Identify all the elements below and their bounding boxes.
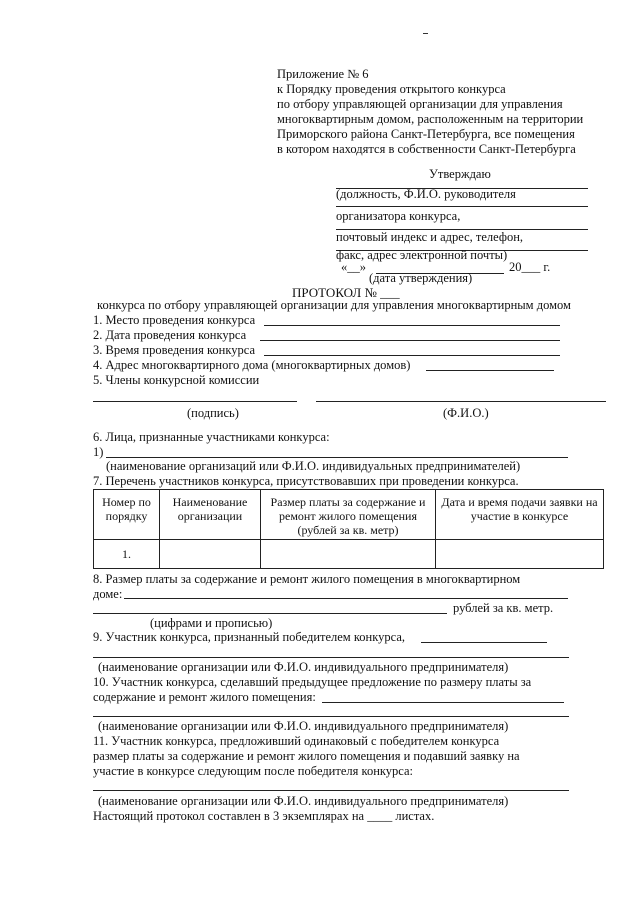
equal-line-2: размер платы за содержание и ремонт жилого помещения и подавший заявку на — [93, 749, 520, 763]
approval-date-quotes: «__» — [341, 260, 366, 274]
fio-caption: (Ф.И.О.) — [443, 406, 489, 420]
protocol-title: ПРОТОКОЛ № ___ — [292, 285, 400, 300]
item-admitted: 6. Лица, признанные участниками конкурса: — [93, 430, 330, 444]
item-date: 2. Дата проведения конкурса — [93, 328, 247, 342]
header-application-date: Дата и время подачи заявки на участие в конкурсе — [436, 490, 604, 540]
appendix-line-3: по отбору управляющей организации для управления — [277, 97, 563, 111]
date-fill-line — [260, 340, 560, 341]
appendix-line-2: к Порядку проведения открытого конкурса — [277, 82, 506, 96]
appendix-line-6: в котором находятся в собственности Санкт-Петербурга — [277, 142, 576, 156]
admitted-caption: (наименование организаций или Ф.И.О. индивидуальных предпринимателей) — [106, 459, 521, 473]
item-present: 7. Перечень участников конкурса, присутствовавших при проведении конкурса. — [93, 474, 519, 488]
cell-application-date — [436, 540, 604, 569]
header-fee: Размер платы за содержание и ремонт жилого помещения (рублей за кв. метр) — [261, 490, 436, 540]
item-time: 3. Время проведения конкурса — [93, 343, 256, 357]
header-number: Номер по порядку — [94, 490, 160, 540]
fee-fill-line-1 — [124, 598, 568, 599]
approval-title: Утверждаю — [429, 167, 491, 181]
signature-line — [93, 401, 297, 402]
previous-caption: (наименование организации или Ф.И.О. индивидуального предпринимателя) — [98, 719, 509, 733]
address-fill-line — [426, 370, 554, 371]
item-place: 1. Место проведения конкурса — [93, 313, 256, 327]
fee-fill-line-2 — [93, 613, 447, 614]
winner-caption: (наименование организации или Ф.И.О. индивидуального предпринимателя) — [98, 660, 509, 674]
time-fill-line — [264, 355, 560, 356]
cell-number: 1. — [94, 540, 160, 569]
winner-fill-line-1 — [421, 642, 547, 643]
approval-line-2: организатора конкурса, — [336, 209, 461, 223]
appendix-line-4: многоквартирным домом, расположенным на территории — [277, 112, 584, 126]
previous-fill-line-2 — [93, 716, 569, 717]
approval-date-caption: (дата утверждения) — [369, 271, 473, 285]
fio-line — [316, 401, 606, 402]
signature-caption: (подпись) — [187, 406, 239, 420]
fee-line-1: 8. Размер платы за содержание и ремонт жилого помещения в многоквартирном — [93, 572, 521, 586]
winner-fill-line-2 — [93, 657, 569, 658]
previous-line-1: 10. Участник конкурса, сделавший предыдущее предложение по размеру платы за — [93, 675, 532, 689]
participants-table — [93, 489, 604, 569]
previous-line-2: содержание и ремонт жилого помещения: — [93, 690, 316, 704]
cell-organization — [160, 540, 261, 569]
equal-fill-line — [93, 790, 569, 791]
item-address: 4. Адрес многоквартирного дома (многоквартирных домов) — [93, 358, 411, 372]
table-row — [94, 540, 604, 569]
approval-line-4: факс, адрес электронной почты) — [336, 248, 508, 262]
fee-unit: рублей за кв. метр. — [453, 601, 554, 615]
approval-year: 20___ г. — [509, 260, 551, 274]
appendix-line-1: Приложение № 6 — [277, 67, 369, 81]
previous-fill-line-1 — [322, 702, 564, 703]
approval-line-3: почтовый индекс и адрес, телефон, — [336, 230, 524, 244]
equal-line-3: участие в конкурсе следующим после победителя конкурса: — [93, 764, 413, 778]
cell-fee — [261, 540, 436, 569]
admitted-first-number: 1) — [93, 445, 104, 459]
footer-text: Настоящий протокол составлен в 3 экземплярах на ____ листах. — [93, 809, 435, 823]
place-fill-line — [264, 325, 560, 326]
scan-mark — [423, 33, 428, 34]
table-header-row — [94, 490, 604, 540]
appendix-line-5: Приморского района Санкт-Петербурга, все помещения — [277, 127, 575, 141]
protocol-subtitle: конкурса по отбору управляющей организации для управления многоквартирным домом — [97, 298, 571, 312]
equal-line-1: 11. Участник конкурса, предложивший одинаковый с победителем конкурса — [93, 734, 500, 748]
admitted-fill-line — [106, 457, 568, 458]
fee-line-2: доме: — [93, 587, 123, 601]
winner-label: 9. Участник конкурса, признанный победителем конкурса, — [93, 630, 405, 644]
approval-line-1: (должность, Ф.И.О. руководителя — [336, 187, 516, 201]
header-organization: Наименование организации — [160, 490, 261, 540]
item-commission: 5. Члены конкурсной комиссии — [93, 373, 260, 387]
approval-rule-1 — [336, 188, 588, 189]
fee-caption: (цифрами и прописью) — [150, 616, 273, 630]
approval-rule-2 — [336, 206, 588, 207]
equal-caption: (наименование организации или Ф.И.О. индивидуального предпринимателя) — [98, 794, 509, 808]
